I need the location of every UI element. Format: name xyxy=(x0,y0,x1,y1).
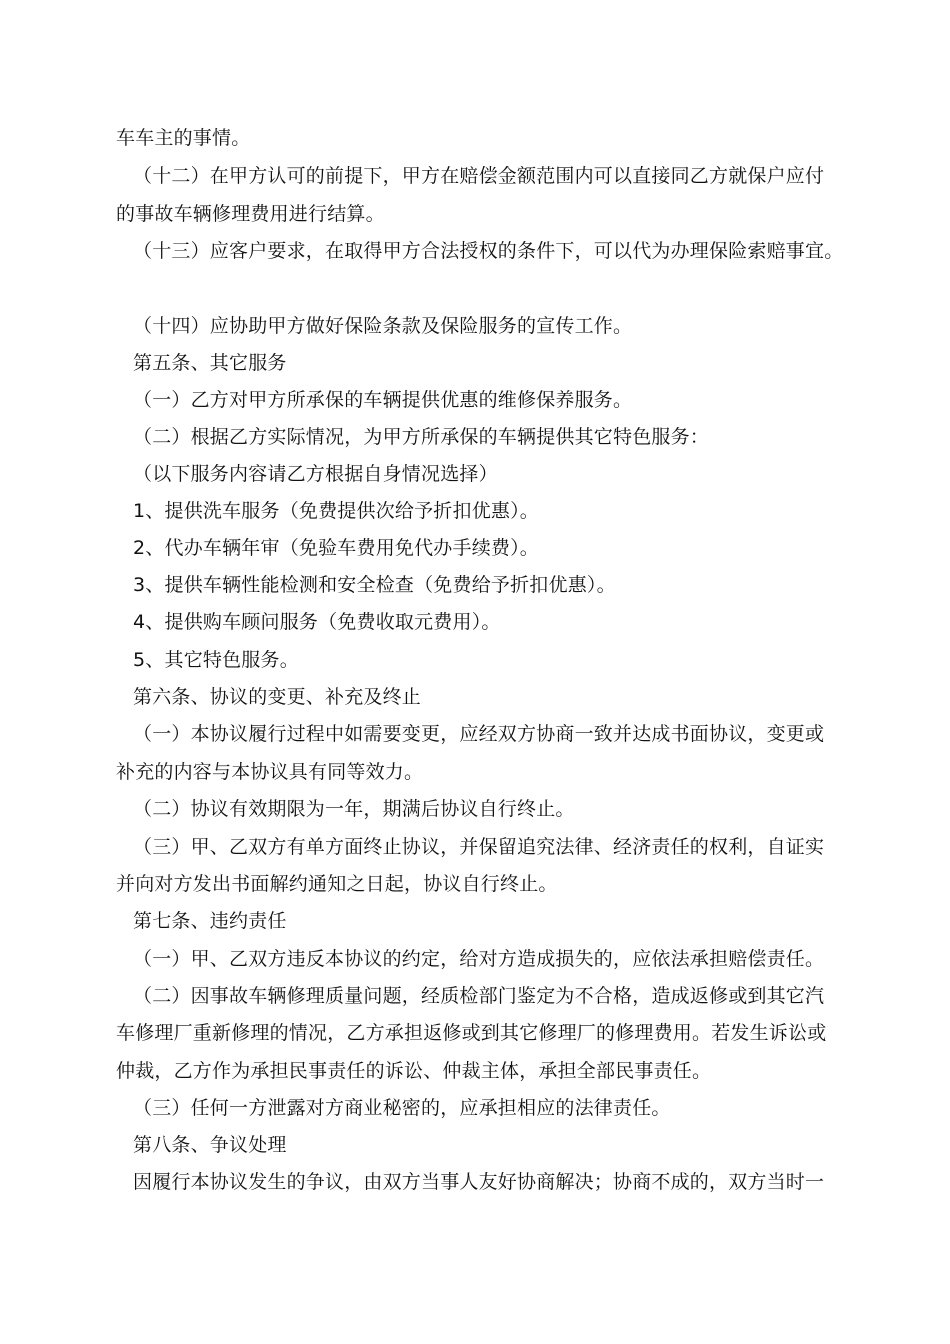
text-line: （以下服务内容请乙方根据自身情况选择） xyxy=(133,463,498,485)
text-line: （二）因事故车辆修理质量问题，经质检部门鉴定为不合格，造成返修或到其它汽 xyxy=(133,985,825,1007)
text-line: （一）甲、乙双方违反本协议的约定，给对方造成损失的，应依法承担赔偿责任。 xyxy=(133,948,825,970)
section-heading: 第八条、争议处理 xyxy=(133,1134,287,1156)
section-heading: 第六条、协议的变更、补充及终止 xyxy=(133,686,422,708)
text-line: （一）乙方对甲方所承保的车辆提供优惠的维修保养服务。 xyxy=(133,389,633,411)
text-line: 仲裁，乙方作为承担民事责任的诉讼、仲裁主体，承担全部民事责任。 xyxy=(116,1060,712,1082)
list-item: 5、其它特色服务。 xyxy=(133,649,299,671)
text-line: 的事故车辆修理费用进行结算。 xyxy=(116,203,385,225)
text-line: 补充的内容与本协议具有同等效力。 xyxy=(116,761,424,783)
list-item: 1、提供洗车服务（免费提供次给予折扣优惠）。 xyxy=(133,500,539,522)
text-line: 因履行本协议发生的争议，由双方当事人友好协商解决；协商不成的，双方当时一 xyxy=(133,1171,825,1193)
text-line: （十四）应协助甲方做好保险条款及保险服务的宣传工作。 xyxy=(133,315,633,337)
section-heading: 第七条、违约责任 xyxy=(133,910,287,932)
text-line: （二）协议有效期限为一年，期满后协议自行终止。 xyxy=(133,798,575,820)
text-line: （十二）在甲方认可的前提下，甲方在赔偿金额范围内可以直接同乙方就保户应付 xyxy=(133,165,825,187)
text-line: 并向对方发出书面解约通知之日起，协议自行终止。 xyxy=(116,873,558,895)
text-line: （二）根据乙方实际情况，为甲方所承保的车辆提供其它特色服务： xyxy=(133,426,710,448)
list-item: 4、提供购车顾问服务（免费收取元费用）。 xyxy=(133,611,501,633)
text-line: （一）本协议履行过程中如需要变更，应经双方协商一致并达成书面协议，变更或 xyxy=(133,723,825,745)
list-item: 2、代办车辆年审（免验车费用免代办手续费）。 xyxy=(133,537,539,559)
text-line: 车车主的事情。 xyxy=(116,127,251,149)
text-line: （十三）应客户要求，在取得甲方合法授权的条件下，可以代为办理保险索赔事宜。 xyxy=(133,240,844,262)
text-line: （三）甲、乙双方有单方面终止协议，并保留追究法律、经济责任的权利，自证实 xyxy=(133,836,825,858)
text-line: 车修理厂重新修理的情况，乙方承担返修或到其它修理厂的修理费用。若发生诉讼或 xyxy=(116,1022,827,1044)
section-heading: 第五条、其它服务 xyxy=(133,352,287,374)
text-line: （三）任何一方泄露对方商业秘密的，应承担相应的法律责任。 xyxy=(133,1097,671,1119)
list-item: 3、提供车辆性能检测和安全检查（免费给予折扣优惠）。 xyxy=(133,574,616,596)
